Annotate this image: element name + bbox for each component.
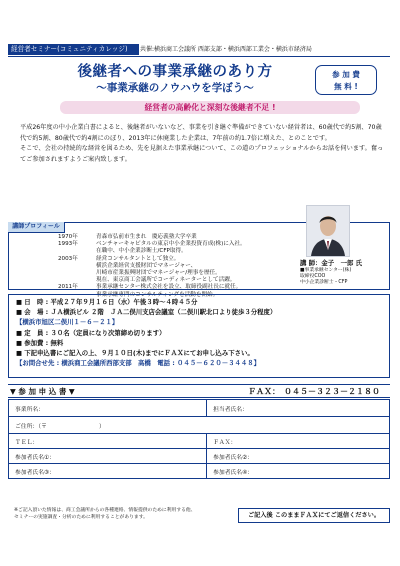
profile-text: 川崎市産業振興財団でマネージャー/理事を歴任。	[96, 270, 221, 277]
profile-table	[58, 234, 246, 299]
headline-banner: 経営者の高齢化と深刻な後継者不足 !	[60, 101, 360, 114]
lecturer-info-line: 中小企業診断士・CFP	[300, 280, 348, 286]
participant-3-field[interactable]: 参加者氏名③：	[9, 464, 207, 479]
intro-paragraph-2: そこで、会社の持続的な経営を図るため、先を見据えた事業承継について、この道のプロフェッショナルからお話を伺います。奮ってご参加されますようご案内致します。	[20, 145, 384, 163]
participant-4-field[interactable]: 参加者氏名④：	[207, 464, 390, 479]
address-field[interactable]: ご住所：（〒 ）	[9, 417, 390, 434]
participant-2-field[interactable]: 参加者氏名②：	[207, 449, 390, 464]
event-venue: ■ 会 場 : ＪＡ横浜ビル ２階 ＪＡ二俣川支店会議室（二俣川駅北口より徒歩３分程度）	[16, 308, 277, 317]
seminar-tag: 経営者セミナー(コミュニティカレッジ)	[8, 44, 139, 55]
badge-line-1: 参 加 費	[332, 70, 360, 79]
form-row	[9, 400, 390, 417]
profile-text: 事業承継センター株式会社を設立、取締役副社長に就任。	[96, 284, 242, 291]
profile-text: ベンチャーキャピタルの東京中小企業投資育成(株)に入社。	[96, 241, 246, 248]
free-badge	[315, 65, 377, 95]
form-row	[9, 434, 390, 449]
person-portrait-icon	[307, 206, 349, 256]
lecturer-name: 講 師：金子 一郎 氏	[300, 259, 362, 267]
intro-text	[20, 123, 384, 165]
event-apply: ■ 下記申込書にご記入の上、９月１０日(木)までにＦＡＸにてお申し込み下さい。	[16, 349, 254, 358]
profile-year: 2003年	[58, 255, 78, 262]
profile-year: 1970年	[58, 234, 78, 240]
fax-return-instruction: ご記入後 このままＦＡＸにてご返信ください。	[238, 508, 390, 523]
badge-line-2: 無 料 !	[334, 82, 358, 91]
event-contact: 【お問合せ先 : 横浜商工会議所西部支部 高橋 電話 : ０４５－６２０－３４４８】	[16, 359, 261, 368]
profile-year: 1993年	[58, 241, 78, 248]
tel-field[interactable]: ＴＥＬ：	[9, 434, 207, 449]
lecturer-info	[300, 268, 351, 287]
contact-person-field[interactable]: 担当者氏名：	[207, 400, 390, 417]
event-date: ■ 日 時 : 平成２７年９月１６日（水）午後３時～４時４５分	[16, 298, 198, 306]
profile-row	[58, 263, 246, 270]
fax-number: ＦＡＸ： ０４５－３２３－２１８０	[248, 387, 380, 396]
form-row	[9, 417, 390, 434]
form-row	[9, 464, 390, 479]
page-title: 後継者への事業承継のあり方	[77, 64, 273, 80]
lecturer-photo	[306, 205, 350, 257]
privacy-note-line: ※ご記入頂いた情報は、商工会議所からの各種連絡、情報提供のために利用する他、	[14, 508, 196, 513]
profile-row	[58, 248, 246, 255]
form-row	[9, 449, 390, 464]
intro-paragraph-1: 平成26年度の中小企業白書によると、後継者がいないなど、事業を引き継ぐ準備ができていない経営者は、60歳代で約5割、70歳代で約5割、80歳代で約4割にのぼり、2013年に休廃業した企業は、7年前の約1.7倍に増えた、とのことです。	[20, 124, 382, 142]
privacy-note-line: セミナーの実施調査・分析のために利用することがあります。	[14, 515, 148, 520]
page-subtitle: ～事業承継のノウハウを学ぼう～	[96, 82, 254, 94]
event-capacity: ■ 定 員 : ３０名（定員になり次第締め切ります）	[16, 328, 166, 337]
company-field[interactable]: 事業所名：	[9, 400, 207, 417]
profile-year	[58, 270, 96, 277]
event-fee: ■ 参加費 : 無料	[16, 338, 64, 347]
participant-1-field[interactable]: 参加者氏名①：	[9, 449, 207, 464]
profile-text: 現在、東京商工会議所でコーディネーターとして活躍。	[96, 277, 236, 284]
profile-row	[58, 256, 246, 263]
event-address: 【横浜市旭区二俣川１－６－２１】	[16, 318, 119, 327]
application-form	[8, 399, 390, 479]
profile-text: 事業承継専門のコンサルティングを活動を開始。	[96, 291, 219, 298]
profile-year: 2011年	[58, 284, 78, 291]
header-rule	[8, 56, 390, 57]
privacy-note	[14, 507, 196, 521]
profile-text: 青森市弘前市生まれ 慶応義塾大学卒業	[96, 234, 197, 240]
profile-text: 在職中、中小企業診断士/CFP取得。	[96, 248, 187, 255]
lecturer-info-line: ■事業承継センター(株)	[300, 268, 352, 273]
profile-year	[58, 263, 96, 270]
organizers: 共催:横浜商工会議所 西部支部・横浜西部工業会・横浜市経済局	[140, 46, 312, 53]
form-heading: ▼ 参 加 申 込 書 ▼	[10, 387, 75, 396]
event-details	[16, 297, 276, 368]
profile-year	[58, 248, 96, 255]
application-form-header	[8, 384, 390, 398]
fax-field[interactable]: ＦＡＸ：	[207, 434, 390, 449]
profile-label: 講師プロフィール	[8, 222, 65, 233]
lecturer-info-line: 取締役COO	[300, 274, 326, 280]
profile-text: 横浜企業経営支援財団でマネージャー、	[96, 262, 197, 269]
profile-row	[58, 284, 246, 291]
profile-text: 経営コンサルタントとして独立。	[96, 255, 180, 262]
